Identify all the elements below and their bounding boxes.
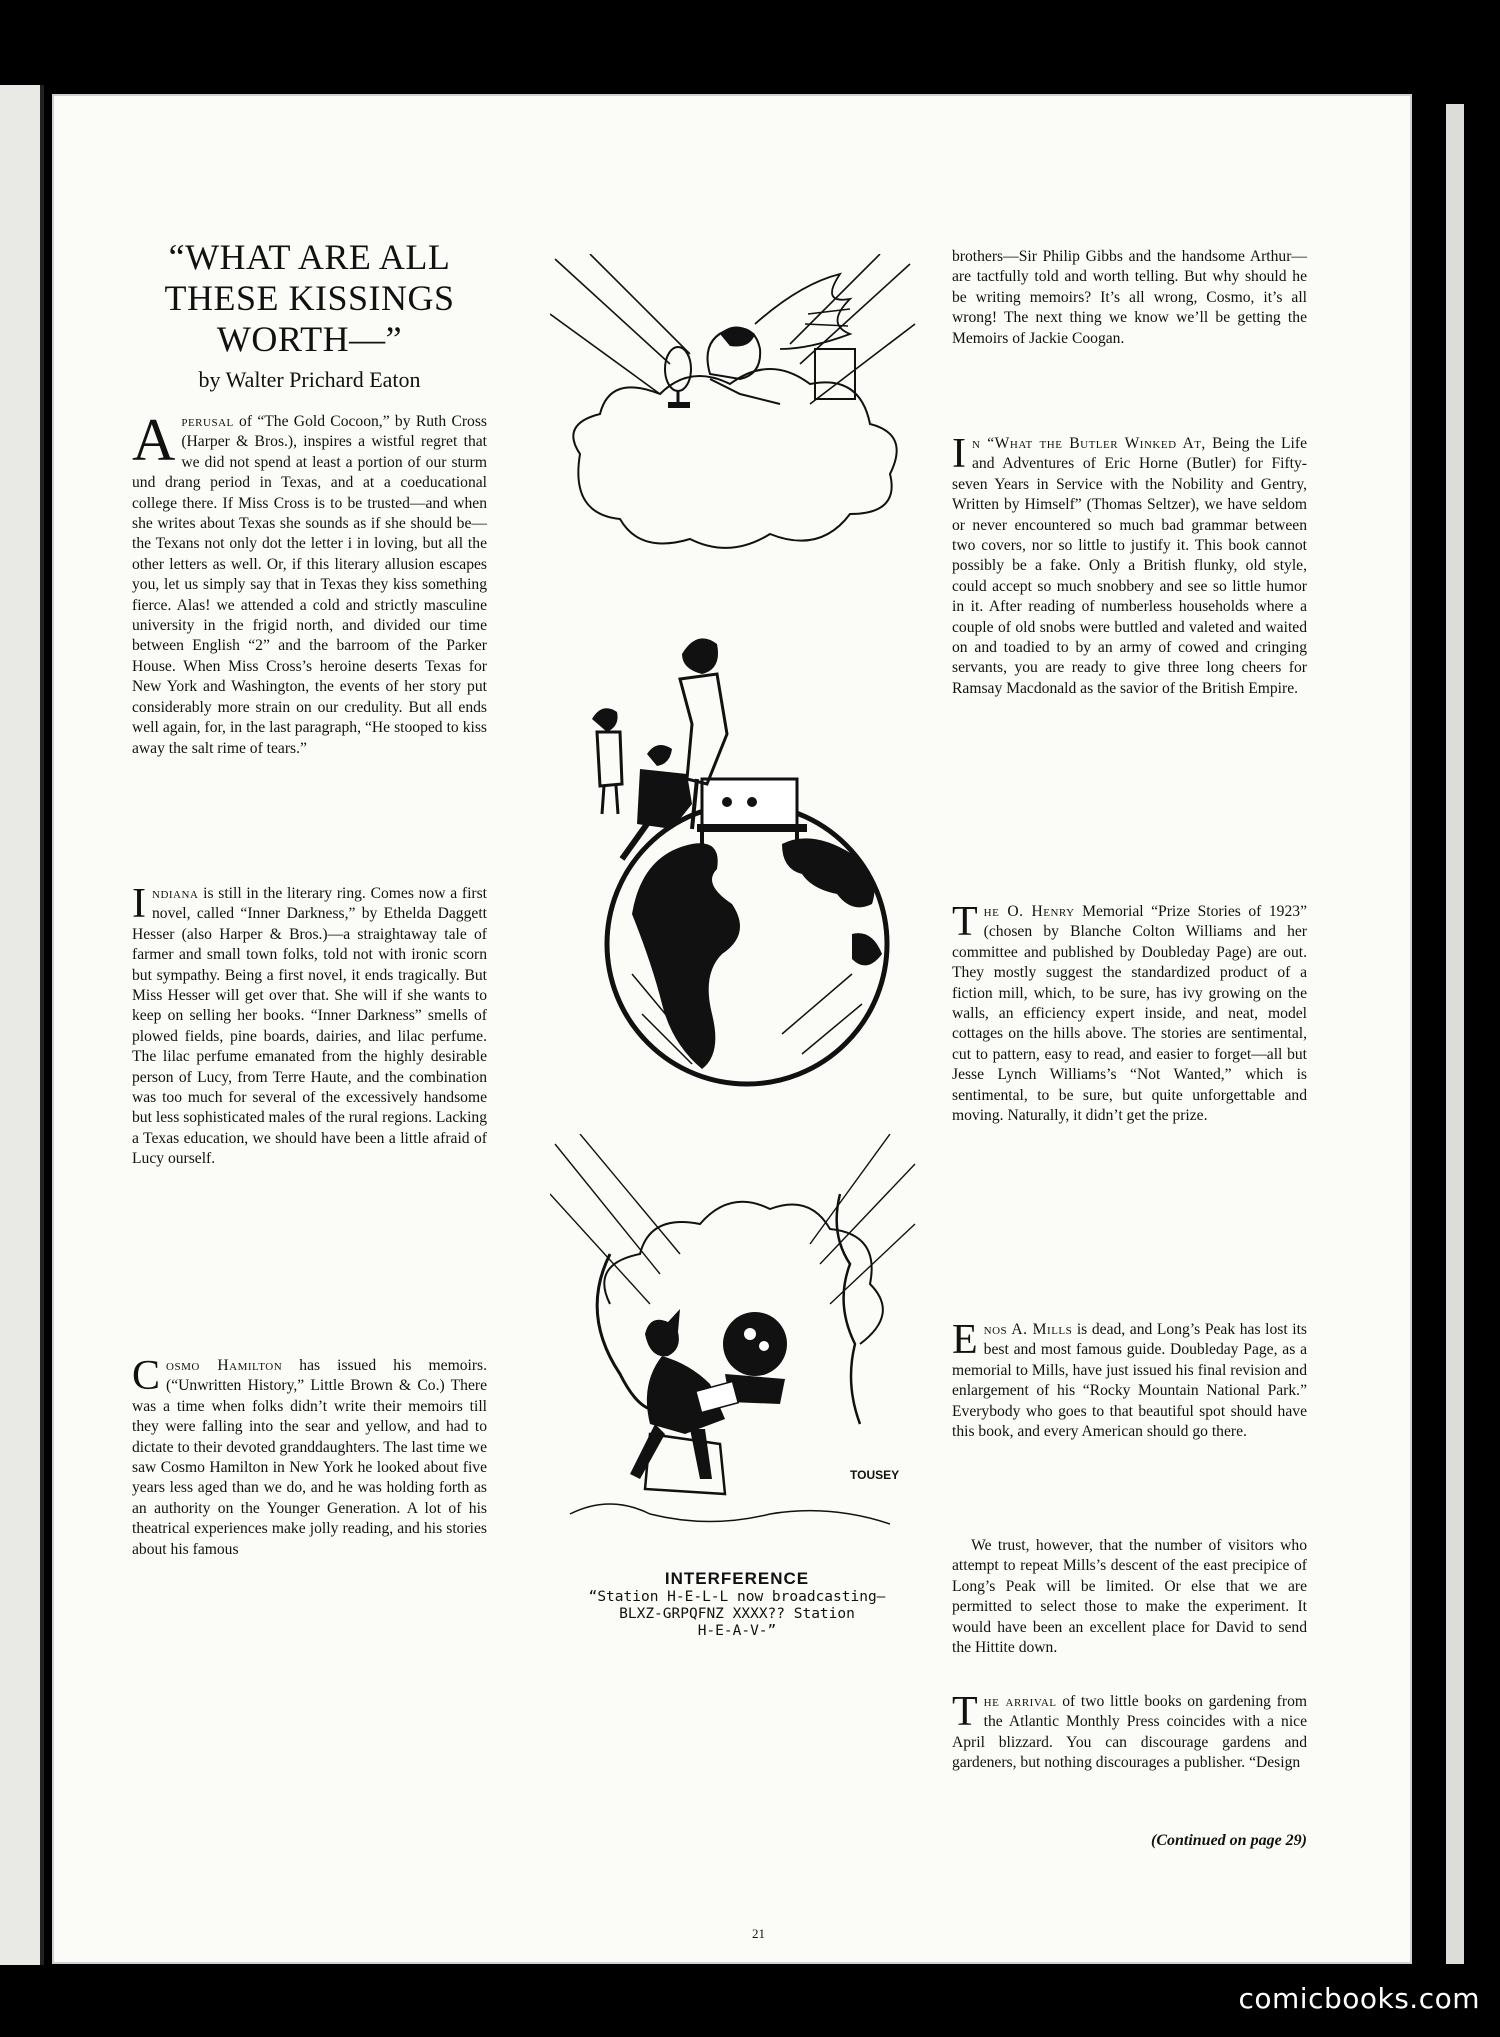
byline: by Walter Prichard Eaton xyxy=(198,367,421,392)
page-edge xyxy=(1446,104,1464,1964)
caption-heading: INTERFERENCE xyxy=(664,1569,810,1588)
dropcap: E xyxy=(952,1317,978,1363)
paragraph-text: is still in the literary ring. Comes now a first novel, called “Inner Darkness,” by Ethelda Daggett Hesser (also Harper & Bros.)—a straightaway tale of farmer and small town folks, told not with ironic scorn but sympathy. Being a first novel, it ends tragically. But Miss Hesser will get over that. She will if she wants to keep on selling her books. “Inner Darkness” smells of plowed fields, pine boards, dairies, and lilac perfume. The lilac perfume emanated from the highly desirable person of Lucy, from Terre Haute, and the combination was too much for several of the excessively handsome but less sophisticated males of the rural regions. Lacking a Texas education, we should have been a little afraid of Lucy ourself. xyxy=(132,885,487,1168)
paragraph-butler xyxy=(952,431,1307,699)
paragraph-gardening xyxy=(952,1689,1307,1774)
caption-line: H-E-A-V-” xyxy=(697,1623,777,1639)
left-column xyxy=(132,94,487,1964)
facing-page-edge xyxy=(0,85,44,1965)
paragraph-cosmo-continued xyxy=(952,247,1307,349)
lead-in: he arrival xyxy=(983,1693,1057,1710)
illustration-caption xyxy=(522,1569,952,1640)
dropcap: T xyxy=(952,1689,978,1735)
paragraph-text: Being the Life and Adventures of Eric Horne (Butler) for Fifty-seven Years in Service with the Nobility and Gentry, Written by Himself” (Thomas Seltzer), we have seldom or never encountered so much bad grammar between two covers, nor so little to justify it. This book cannot possibly be a fake. Only a British flunky, old style, could accept so much snobbery and see so little humor in it. After reading of numberless households where a couple of old snobs were buttled and valeted and waited on and toadied to by an army of cowed and cringing servants, you are ready to give three long cheers for Ramsay Macdonald as the savior of the British Empire. xyxy=(952,435,1307,697)
dropcap: I xyxy=(132,881,146,927)
lead-in: ndiana xyxy=(152,885,199,902)
lead-in: nos A. Mills xyxy=(983,1321,1073,1338)
continued-note: (Continued on page 29) xyxy=(1150,1832,1307,1849)
cherub-radio-illustration xyxy=(550,254,920,564)
paragraph-mills-continued xyxy=(952,1536,1307,1658)
magazine-page xyxy=(52,94,1412,1964)
dropcap: C xyxy=(132,1353,161,1399)
article-title: “WHAT ARE ALL THESE KISSINGS WORTH—” xyxy=(164,237,455,359)
devil-radio-illustration xyxy=(550,1134,920,1554)
paragraph-text: has issued his memoirs. (“Unwritten History,” Little Brown & Co.) There was a time when folks didn’t write their memoirs till they were falling into the sear and yellow, and had to dictate to their devoted granddaughters. The last time we saw Cosmo Hamilton in New York he looked about five years less aged than we do, and he was holding forth as an authority on the Younger Generation. A lot of his theatrical experiences make jolly reading, and his stories about his famous xyxy=(132,1357,487,1558)
artist-signature: TOUSEY xyxy=(850,1468,900,1482)
lead-in: perusal xyxy=(181,413,234,430)
paragraph-text: is dead, and Long’s Peak has lost its best and most famous guide. Doubleday Page, as a memorial to Mills, have just issued his final revision and enlargement of his “Rocky Mountain National Park.” Everybody who goes to that beautiful spot should have this book, and every American should go there. xyxy=(952,1321,1307,1441)
lead-in: n “What the Butler Winked At, xyxy=(972,435,1206,452)
dropcap: I xyxy=(952,431,966,477)
lead-in: osmo Hamilton xyxy=(166,1357,283,1374)
caption-line: “Station H-E-L-L now broadcasting— xyxy=(588,1589,886,1605)
paragraph-enos-mills xyxy=(952,1317,1307,1442)
site-watermark: comicbooks.com xyxy=(1238,1982,1480,2015)
dropcap: A xyxy=(132,407,176,473)
paragraph-text: We trust, however, that the number of visitors who attempt to repeat Mills’s descent of the east precipice of Long’s Peak will be limited. Or else that we are permitted to select those to make the experiment. It would have been an excellent place for David to send the Hittite down. xyxy=(952,1537,1307,1657)
paragraph-text: brothers—Sir Philip Gibbs and the handsome Arthur—are tactfully told and worth telling. But why should he be writing memoirs? It’s all wrong, Cosmo, it’s all wrong! The next thing we know we’ll be getting the Memoirs of Jackie Coogan. xyxy=(952,248,1307,347)
paragraph-inner-darkness xyxy=(132,881,487,1170)
paragraph-text: of “The Gold Cocoon,” by Ruth Cross (Harper & Bros.), inspires a wistful regret that we did not spend at least a portion of our sturm und drang period in Texas, and at a coeducational college there. If Miss Cross is to be trusted—and when she writes about Texas she sounds as if she should be—the Texans not only dot the letter i in loving, but all the other letters as well. Or, if this literary allusion escapes you, let us simply say that in Texas they kiss something fierce. Alas! we attended a cold and strictly masculine university in the frigid north, and divided our time between English “2” and the barroom of the Parker House. When Miss Cross’s heroine deserts Texas for New York and Washington, the events of her story put considerably more strain on our credulity. But all ends well again, for, in the last paragraph, “He stooped to kiss away the salt rime of tears.” xyxy=(132,413,487,757)
paragraph-text: Memorial “Prize Stories of 1923” (chosen by Blanche Colton Williams and her committee and published by Doubleday Page) are out. They mostly suggest the standardized product of a fiction mill, which, to be sure, has ivy growing on the walls, an efficiency expert inside, and neat, model cottages on the hills above. The stories are sentimental, cut to pattern, easy to read, and easier to forget—all but Jesse Lynch Williams’s “Not Wanted,” which is sentimental, to be sure, but quite unforgettable and moving. Naturally, it didn’t get the prize. xyxy=(952,903,1307,1125)
paragraph-gold-cocoon xyxy=(132,407,487,759)
dropcap: T xyxy=(952,899,978,945)
paragraph-text: of two little books on gardening from the Atlantic Monthly Press coincides with a nice April blizzard. You can discourage gardens and gardeners, but nothing discourages a publisher. “Design xyxy=(952,1693,1307,1772)
page-number: 21 xyxy=(752,1926,765,1941)
paragraph-o-henry xyxy=(952,899,1307,1126)
caption-line: BLXZ-GRPQFNZ XXXX?? Station xyxy=(619,1606,855,1622)
paragraph-cosmo-hamilton xyxy=(132,1353,487,1560)
lead-in: he O. Henry xyxy=(983,903,1075,920)
right-column xyxy=(952,94,1307,1964)
globe-radio-illustration xyxy=(552,614,922,1094)
